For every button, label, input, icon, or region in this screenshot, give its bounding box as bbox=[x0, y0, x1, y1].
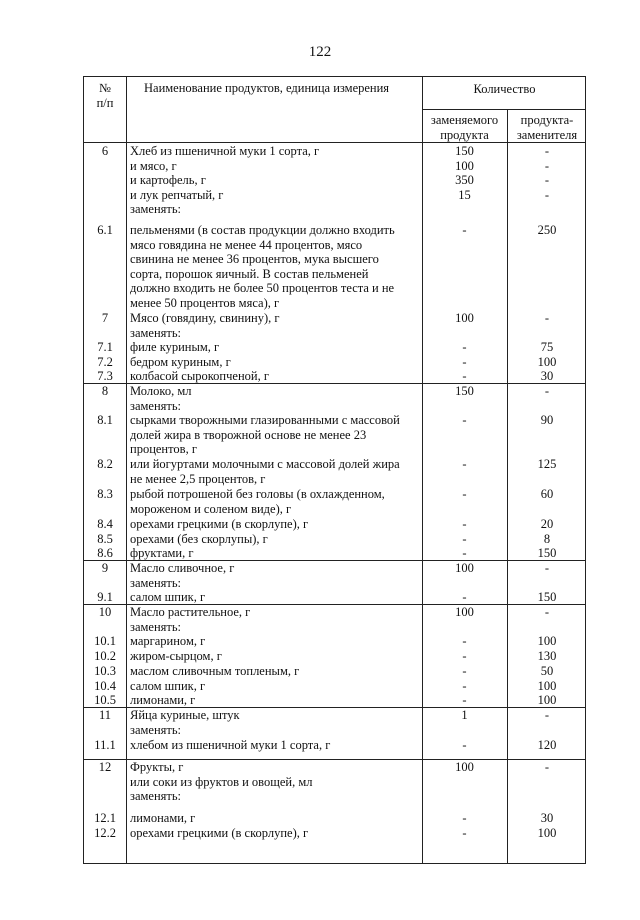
product-name-line: и лук репчатый, г bbox=[130, 187, 224, 202]
substitute-quantity: 250 bbox=[537, 223, 557, 237]
product-name-line: заменять: bbox=[130, 575, 182, 590]
header-replaced-line: заменяемого bbox=[430, 113, 499, 127]
substitute-quantity: 30 bbox=[540, 369, 554, 383]
product-name-line: или йогуртами молочными с массовой долей жира bbox=[130, 457, 400, 471]
product-name-line: лимонами, г bbox=[130, 811, 196, 825]
header-product-name: Наименование продуктов, единица измерения bbox=[144, 81, 390, 95]
product-name bbox=[130, 738, 330, 753]
row-number: 12.2 bbox=[94, 826, 116, 840]
header-number-line: № bbox=[99, 81, 111, 95]
product-name-line: не менее 2,5 процентов, г bbox=[130, 471, 266, 486]
substitution-table bbox=[83, 76, 586, 864]
substitute-quantity: - bbox=[544, 173, 550, 188]
product-name bbox=[130, 708, 240, 737]
header-replaced-product bbox=[422, 113, 507, 142]
product-name bbox=[130, 811, 195, 826]
product-name-line: салом шпик, г bbox=[130, 590, 206, 604]
row-number: 10.2 bbox=[94, 649, 116, 663]
substitute-quantity: - bbox=[544, 561, 550, 575]
product-name bbox=[130, 664, 299, 679]
product-name-line: Мясо (говядину, свинину), г bbox=[130, 311, 280, 325]
row-number: 7.1 bbox=[97, 340, 113, 354]
product-name bbox=[130, 693, 195, 708]
product-name bbox=[130, 369, 269, 384]
row-number: 12.1 bbox=[94, 811, 116, 825]
row-number: 8.3 bbox=[97, 487, 113, 501]
row-number: 12 bbox=[98, 760, 112, 774]
product-name-line: сорта, порошок яичный. В состав пельменей bbox=[130, 266, 369, 281]
product-name bbox=[130, 546, 193, 561]
substitute-quantity: - bbox=[544, 311, 550, 325]
header-rule bbox=[422, 109, 585, 110]
substitute-quantity: - bbox=[544, 605, 550, 619]
replaced-quantity: - bbox=[462, 679, 467, 693]
replaced-quantity: 150 bbox=[455, 144, 474, 158]
product-name-line: и мясо, г bbox=[130, 158, 177, 173]
substitute-quantity: 50 bbox=[540, 664, 554, 678]
product-name-line: заменять: bbox=[130, 789, 182, 804]
product-name-line: колбасой сырокопченой, г bbox=[130, 369, 269, 383]
row-number: 6 bbox=[101, 144, 109, 158]
product-name bbox=[130, 679, 205, 694]
replaced-quantity: 100 bbox=[455, 311, 474, 325]
product-name-line: Молоко, мл bbox=[130, 384, 192, 398]
row-number: 7.3 bbox=[97, 369, 113, 383]
product-name-line: менее 50 процентов мяса), г bbox=[130, 295, 280, 310]
header-number-line: п/п bbox=[96, 95, 114, 110]
replaced-quantity: - bbox=[462, 826, 467, 840]
product-name-line: фруктами, г bbox=[130, 546, 194, 560]
substitute-quantity: 90 bbox=[540, 413, 554, 427]
header-substitute-line: заменителя bbox=[516, 127, 578, 142]
row-number: 6.1 bbox=[97, 223, 113, 237]
substitute-quantity: 8 bbox=[543, 532, 551, 546]
replaced-quantity: 100 bbox=[455, 561, 474, 575]
substitute-quantity: 100 bbox=[537, 634, 557, 648]
product-name-line: рыбой потрошеной без головы (в охлажденном, bbox=[130, 487, 385, 501]
substitute-quantity: 120 bbox=[537, 738, 557, 752]
replaced-quantity: - bbox=[462, 487, 467, 501]
product-name-line: заменять: bbox=[130, 722, 182, 737]
row-number: 9 bbox=[101, 561, 109, 575]
product-name-line: заменять: bbox=[130, 619, 182, 634]
product-name bbox=[130, 355, 231, 370]
product-name bbox=[130, 487, 385, 516]
replaced-quantity: 150 bbox=[455, 384, 474, 398]
substitute-quantity: - bbox=[544, 760, 550, 774]
product-name-line: жиром-сырцом, г bbox=[130, 649, 222, 663]
row-number: 11 bbox=[98, 708, 112, 722]
product-name-line: хлебом из пшеничной муки 1 сорта, г bbox=[130, 738, 331, 752]
product-name-line: долей жира в творожной основе не менее 23 bbox=[130, 427, 367, 442]
product-name-line: Хлеб из пшеничной муки 1 сорта, г bbox=[130, 144, 320, 158]
row-number: 8.4 bbox=[97, 517, 113, 531]
row-number: 8.1 bbox=[97, 413, 113, 427]
replaced-quantity: - bbox=[462, 517, 467, 531]
product-name-line: орехами грецкими (в скорлупе), г bbox=[130, 517, 309, 531]
product-name-line: мясо говядина не менее 44 процентов, мясо bbox=[130, 237, 363, 252]
replaced-quantity: 100 bbox=[455, 158, 474, 173]
replaced-quantity: - bbox=[462, 355, 467, 369]
product-name-line: орехами (без скорлупы), г bbox=[130, 532, 268, 546]
row-number: 11.1 bbox=[94, 738, 116, 752]
product-name bbox=[130, 311, 280, 340]
product-name-line: Фрукты, г bbox=[130, 760, 184, 774]
product-name bbox=[130, 413, 400, 457]
product-name bbox=[130, 634, 205, 649]
product-name bbox=[130, 340, 219, 355]
row-number: 7 bbox=[101, 311, 109, 325]
replaced-quantity: - bbox=[462, 738, 467, 752]
substitute-quantity: 100 bbox=[537, 355, 557, 369]
replaced-quantity: - bbox=[462, 340, 467, 354]
row-number: 9.1 bbox=[97, 590, 113, 604]
replaced-quantity: 100 bbox=[455, 605, 474, 619]
replaced-quantity: - bbox=[462, 664, 467, 678]
substitute-quantity: - bbox=[544, 187, 550, 202]
row-number: 8.6 bbox=[97, 546, 113, 560]
replaced-quantity: - bbox=[462, 532, 467, 546]
product-name-line: маргарином, г bbox=[130, 634, 206, 648]
replaced-quantity: - bbox=[462, 649, 467, 663]
product-name-line: орехами грецкими (в скорлупе), г bbox=[130, 826, 309, 840]
row-number: 10.1 bbox=[94, 634, 116, 648]
product-name-line: заменять: bbox=[130, 325, 182, 340]
product-name-line: или соки из фруктов и овощей, мл bbox=[130, 774, 313, 789]
product-name-line: сырками творожными глазированными с массовой bbox=[130, 413, 400, 427]
product-name bbox=[130, 223, 395, 311]
replaced-quantity: - bbox=[462, 223, 467, 237]
product-name bbox=[130, 561, 234, 590]
replaced-quantity: - bbox=[462, 546, 467, 560]
substitute-quantity: 125 bbox=[537, 457, 557, 471]
row-number: 7.2 bbox=[97, 355, 113, 369]
replaced-quantity: - bbox=[462, 811, 467, 825]
replaced-quantity: - bbox=[462, 413, 467, 427]
column-divider bbox=[126, 77, 127, 863]
substitute-quantity: 100 bbox=[537, 679, 557, 693]
product-name-line: салом шпик, г bbox=[130, 679, 206, 693]
row-number: 8 bbox=[101, 384, 109, 398]
product-name-line: должно входить не более 50 процентов теста и не bbox=[130, 281, 395, 296]
replaced-quantity: 350 bbox=[455, 173, 474, 188]
replaced-quantity: - bbox=[462, 590, 467, 604]
substitute-quantity: - bbox=[544, 158, 550, 173]
row-number: 8.2 bbox=[97, 457, 113, 471]
replaced-quantity: 15 bbox=[458, 187, 471, 202]
row-number: 10 bbox=[98, 605, 112, 619]
product-name bbox=[130, 605, 250, 634]
substitute-quantity: 75 bbox=[540, 340, 554, 354]
product-name-line: и картофель, г bbox=[130, 173, 206, 188]
row-number: 10.3 bbox=[94, 664, 116, 678]
product-name-line: свинина не менее 36 процентов, мука высшего bbox=[130, 252, 379, 267]
product-name-line: Масло сливочное, г bbox=[130, 561, 235, 575]
replaced-quantity: - bbox=[462, 369, 467, 383]
substitute-quantity: 60 bbox=[540, 487, 554, 501]
substitute-quantity: 100 bbox=[537, 693, 557, 707]
product-name-line: заменять: bbox=[130, 202, 182, 217]
substitute-quantity: 130 bbox=[537, 649, 557, 663]
row-number: 10.5 bbox=[94, 693, 116, 707]
product-name-line: маслом сливочным топленым, г bbox=[130, 664, 300, 678]
header-replaced-line: продукта bbox=[440, 127, 489, 142]
product-name bbox=[130, 457, 400, 486]
substitute-quantity: 150 bbox=[537, 590, 557, 604]
header-quantity: Количество bbox=[473, 82, 536, 96]
product-name bbox=[130, 532, 268, 547]
header-substitute-product bbox=[507, 113, 587, 142]
substitute-quantity: - bbox=[544, 144, 550, 158]
substitute-quantity: 20 bbox=[540, 517, 554, 531]
product-name-line: процентов, г bbox=[130, 442, 197, 457]
header-number bbox=[84, 81, 126, 110]
substitute-quantity: - bbox=[544, 708, 550, 722]
replaced-quantity: - bbox=[462, 693, 467, 707]
product-name bbox=[130, 760, 313, 804]
substitute-quantity: 150 bbox=[537, 546, 557, 560]
replaced-quantity: 100 bbox=[455, 760, 474, 774]
product-name bbox=[130, 144, 319, 217]
product-name bbox=[130, 517, 308, 532]
replaced-quantity: - bbox=[462, 457, 467, 471]
product-name-line: мороженом и соленом виде), г bbox=[130, 501, 292, 516]
replaced-quantity: - bbox=[462, 634, 467, 648]
product-name bbox=[130, 826, 308, 841]
page-number: 122 bbox=[308, 44, 332, 60]
substitute-quantity: 100 bbox=[537, 826, 557, 840]
product-name-line: лимонами, г bbox=[130, 693, 196, 707]
product-name bbox=[130, 590, 205, 605]
row-number: 8.5 bbox=[97, 532, 113, 546]
product-name-line: Масло растительное, г bbox=[130, 605, 251, 619]
product-name-line: заменять: bbox=[130, 398, 182, 413]
product-name-line: пельменями (в состав продукции должно входить bbox=[130, 223, 395, 237]
substitute-quantity: 30 bbox=[540, 811, 554, 825]
row-number: 10.4 bbox=[94, 679, 116, 693]
product-name-line: Яйца куриные, штук bbox=[130, 708, 240, 722]
replaced-quantity: 1 bbox=[461, 708, 468, 722]
product-name-line: бедром куриным, г bbox=[130, 355, 231, 369]
header-substitute-line: продукта- bbox=[520, 113, 574, 127]
product-name bbox=[130, 384, 191, 413]
product-name-line: филе куриным, г bbox=[130, 340, 220, 354]
substitute-quantity: - bbox=[544, 384, 550, 398]
product-name bbox=[130, 649, 222, 664]
